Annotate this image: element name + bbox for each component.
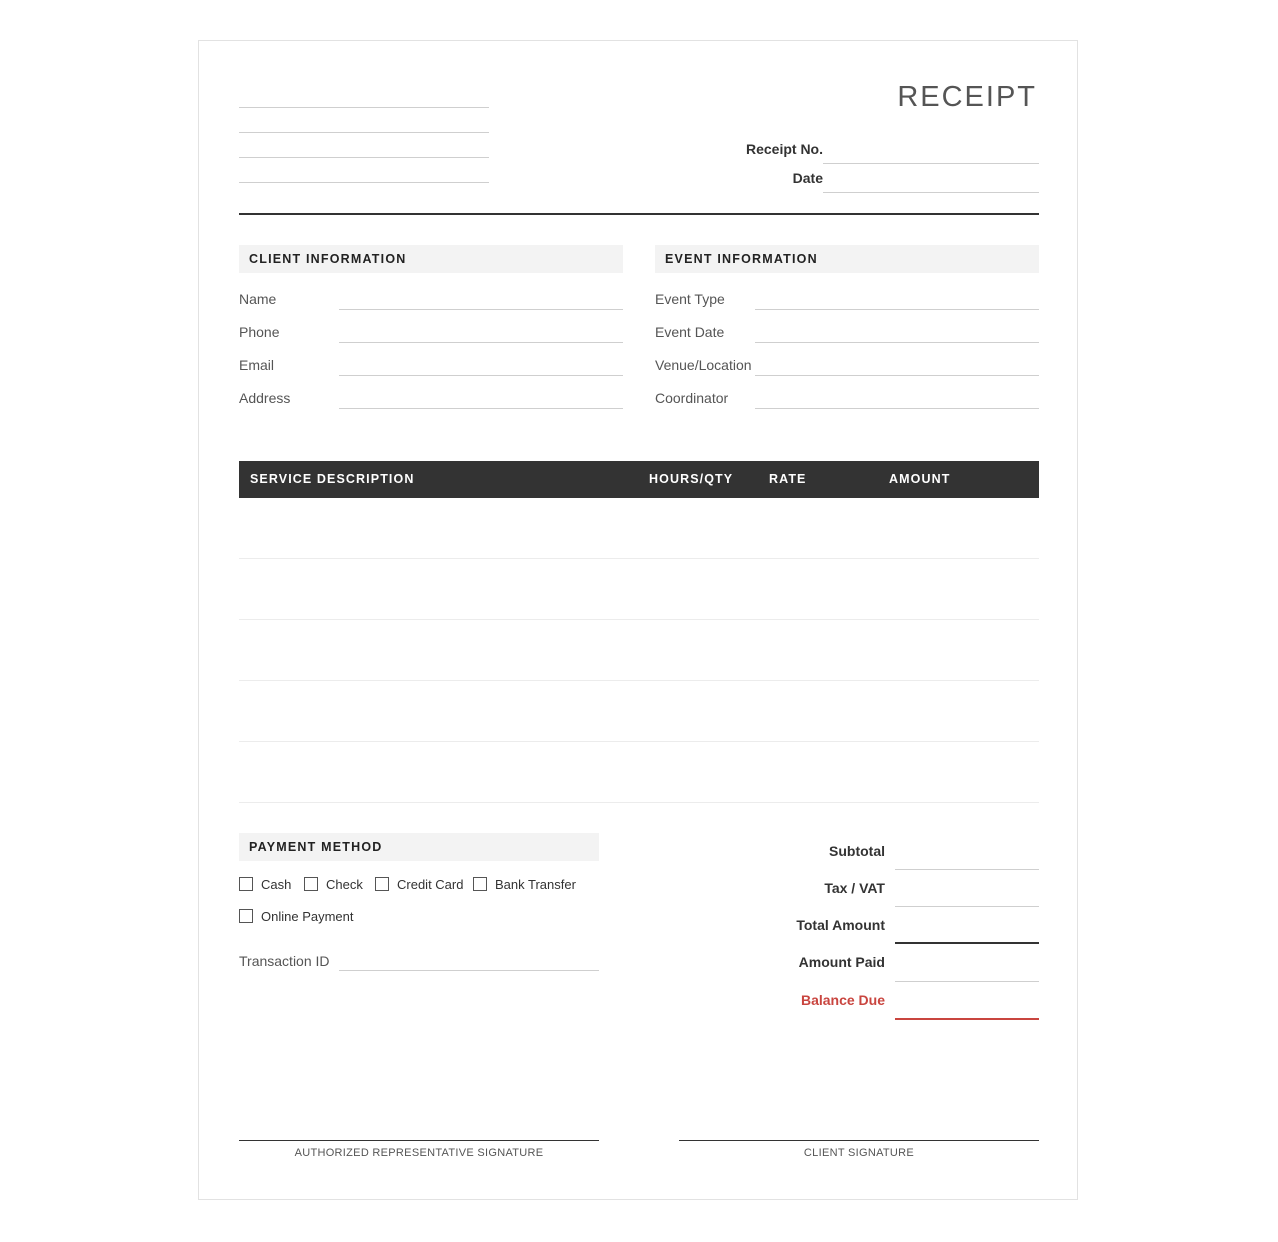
client-phone-field[interactable] xyxy=(339,342,623,343)
business-line-1[interactable] xyxy=(239,107,489,108)
client-email-field[interactable] xyxy=(339,375,623,376)
table-row[interactable] xyxy=(239,680,1039,681)
authorized-signature-caption: AUTHORIZED REPRESENTATIVE SIGNATURE xyxy=(294,1147,544,1159)
header-divider xyxy=(239,213,1039,215)
credit-card-label: Credit Card xyxy=(397,877,464,892)
check-checkbox[interactable] xyxy=(304,877,318,891)
tax-vat-field[interactable] xyxy=(895,906,1039,907)
business-line-2[interactable] xyxy=(239,132,489,133)
balance-due-label: Balance Due xyxy=(800,992,885,1008)
col-rate: RATE xyxy=(769,472,807,486)
event-info-heading: EVENT INFORMATION xyxy=(655,245,1039,273)
payment-method-heading: PAYMENT METHOD xyxy=(239,833,599,861)
bank-transfer-checkbox[interactable] xyxy=(473,877,487,891)
client-name-label: Name xyxy=(239,291,277,307)
total-amount-label: Total Amount xyxy=(796,917,885,933)
event-date-label: Event Date xyxy=(655,324,725,340)
tax-vat-label: Tax / VAT xyxy=(824,880,885,896)
bank-transfer-label: Bank Transfer xyxy=(495,877,576,892)
venue-location-label: Venue/Location xyxy=(655,357,752,373)
event-date-field[interactable] xyxy=(755,342,1039,343)
receipt-no-field[interactable] xyxy=(823,163,1039,164)
subtotal-label: Subtotal xyxy=(829,843,885,859)
table-row[interactable] xyxy=(239,741,1039,742)
transaction-id-field[interactable] xyxy=(339,970,599,971)
table-row[interactable] xyxy=(239,619,1039,620)
date-field[interactable] xyxy=(823,192,1039,193)
amount-paid-label: Amount Paid xyxy=(798,954,885,970)
client-signature-caption: CLIENT SIGNATURE xyxy=(803,1147,915,1159)
service-table-header xyxy=(239,461,1039,498)
online-payment-label: Online Payment xyxy=(261,909,354,924)
event-type-label: Event Type xyxy=(655,291,725,307)
transaction-id-label: Transaction ID xyxy=(239,953,330,969)
col-service-description: SERVICE DESCRIPTION xyxy=(250,472,415,486)
credit-card-checkbox[interactable] xyxy=(375,877,389,891)
amount-paid-field[interactable] xyxy=(895,981,1039,982)
date-label: Date xyxy=(792,170,823,186)
business-line-4[interactable] xyxy=(239,182,489,183)
receipt-title: RECEIPT xyxy=(897,81,1037,113)
balance-due-field[interactable] xyxy=(895,1018,1039,1020)
coordinator-field[interactable] xyxy=(755,408,1039,409)
client-phone-label: Phone xyxy=(239,324,280,340)
check-label: Check xyxy=(326,877,363,892)
business-line-3[interactable] xyxy=(239,157,489,158)
coordinator-label: Coordinator xyxy=(655,390,729,406)
client-info-heading: CLIENT INFORMATION xyxy=(239,245,623,273)
venue-location-field[interactable] xyxy=(755,375,1039,376)
client-email-label: Email xyxy=(239,357,275,373)
authorized-signature-line[interactable] xyxy=(239,1140,599,1141)
client-signature-line[interactable] xyxy=(679,1140,1039,1141)
col-hours-qty: HOURS/QTY xyxy=(649,472,734,486)
client-name-field[interactable] xyxy=(339,309,623,310)
table-row[interactable] xyxy=(239,558,1039,559)
receipt-no-label: Receipt No. xyxy=(745,141,823,157)
total-amount-field[interactable] xyxy=(895,942,1039,944)
cash-checkbox[interactable] xyxy=(239,877,253,891)
client-address-label: Address xyxy=(239,390,291,406)
event-type-field[interactable] xyxy=(755,309,1039,310)
table-row[interactable] xyxy=(239,802,1039,803)
receipt-page xyxy=(198,40,1078,1200)
subtotal-field[interactable] xyxy=(895,869,1039,870)
online-payment-checkbox[interactable] xyxy=(239,909,253,923)
col-amount: AMOUNT xyxy=(889,472,951,486)
client-address-field[interactable] xyxy=(339,408,623,409)
cash-label: Cash xyxy=(261,877,292,892)
